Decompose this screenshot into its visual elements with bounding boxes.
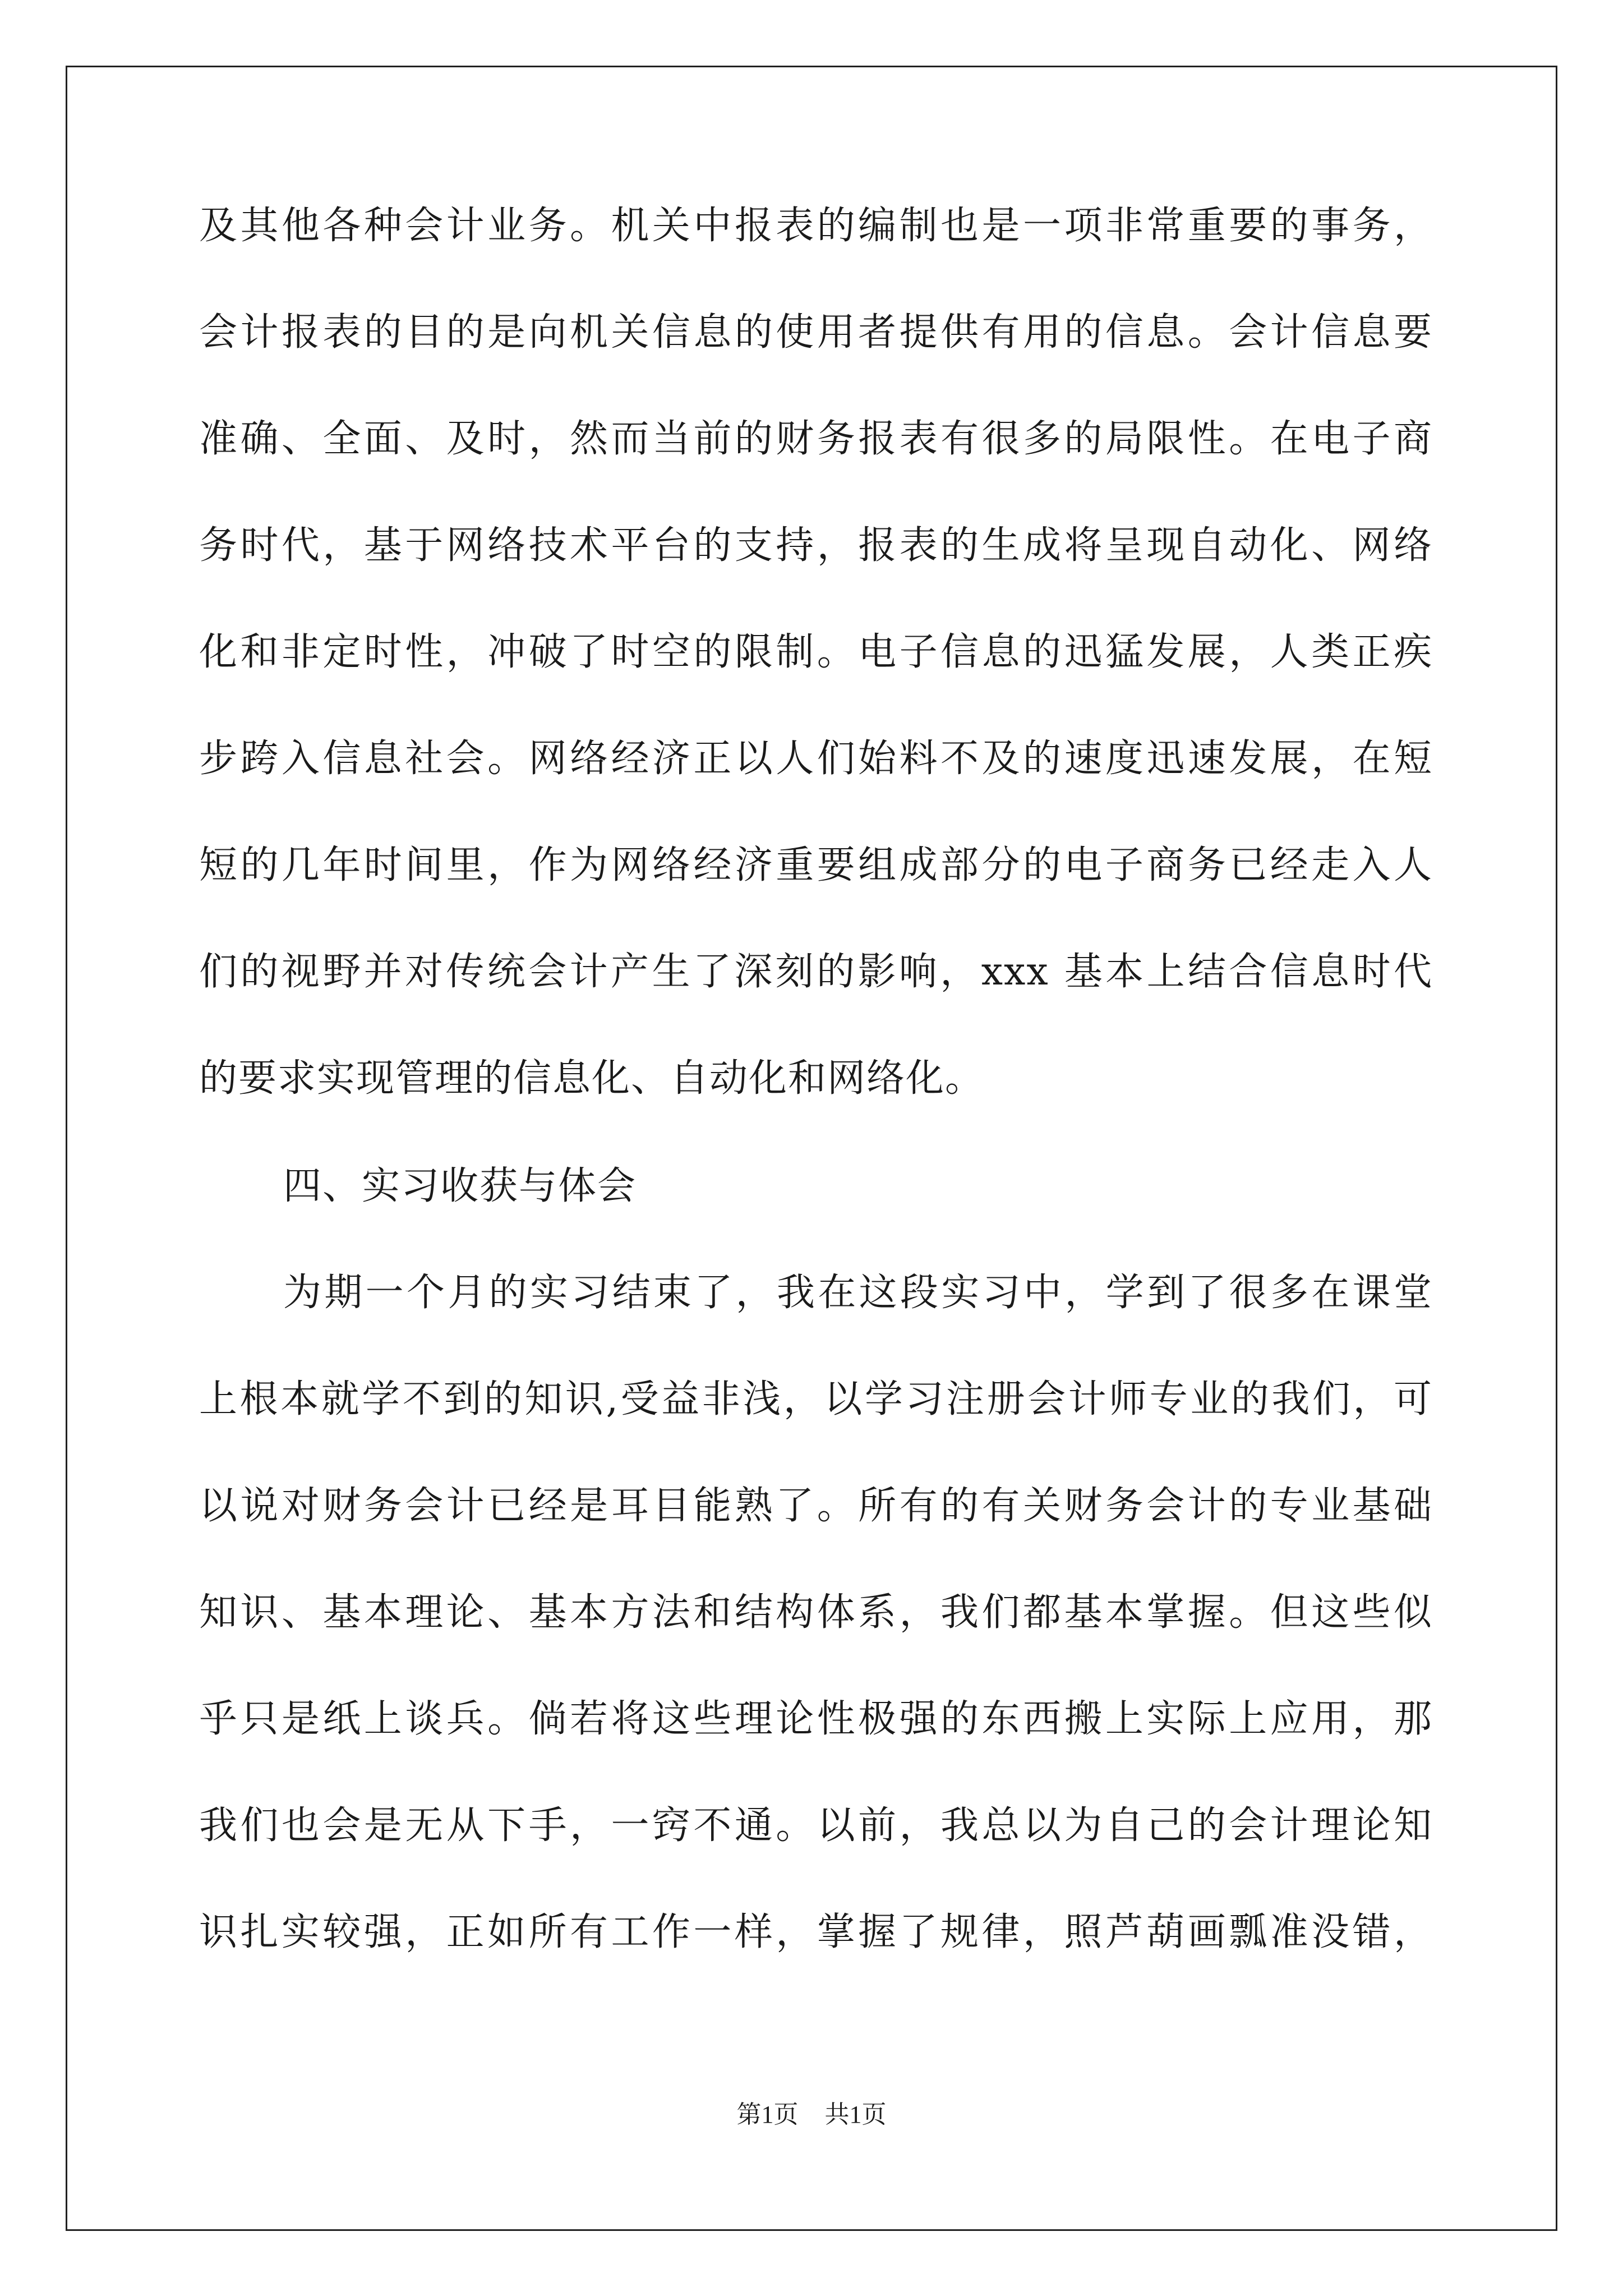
- body-line: 会计报表的目的是向机关信息的使用者提供有用的信息。会计信息要: [199, 310, 1433, 355]
- body-line: 知识、基本理论、基本方法和结构体系，我们都基本掌握。但这些似: [199, 1590, 1433, 1635]
- body-line: 及其他各种会计业务。机关中报表的编制也是一项非常重要的事务，: [199, 204, 1433, 248]
- body-line: 上根本就学不到的知识,受益非浅，以学习注册会计师专业的我们，可: [199, 1377, 1433, 1421]
- body-line: 识扎实较强，正如所有工作一样，掌握了规律，照芦葫画瓢准没错，: [199, 1910, 1433, 1954]
- body-line: 以说对财务会计已经是耳目能熟了。所有的有关财务会计的专业基础: [199, 1484, 1433, 1528]
- body-line: 乎只是纸上谈兵。倘若将这些理论性极强的东西搬上实际上应用，那: [199, 1697, 1433, 1741]
- body-line: 务时代，基于网络技术平台的支持，报表的生成将呈现自动化、网络: [199, 523, 1433, 568]
- page-total: 共1页: [824, 2101, 887, 2128]
- body-line: 的要求实现管理的信息化、自动化和网络化。: [199, 1056, 985, 1101]
- body-line: 准确、全面、及时，然而当前的财务报表有很多的局限性。在电子商: [199, 417, 1433, 461]
- page-border: [66, 66, 1557, 2231]
- body-line: 我们也会是无从下手，一窍不通。以前，我总以为自己的会计理论知: [199, 1803, 1433, 1848]
- body-line: 们的视野并对传统会计产生了深刻的影响，xxx 基本上结合信息时代: [199, 950, 1433, 994]
- body-line: 为期一个月的实习结束了，我在这段实习中，学到了很多在课堂: [283, 1271, 1433, 1315]
- body-line: 化和非定时性，冲破了时空的限制。电子信息的迅猛发展，人类正疾: [199, 630, 1433, 674]
- body-line: 步跨入信息社会。网络经济正以人们始料不及的速度迅速发展，在短: [199, 737, 1433, 781]
- page-number: 第1页: [736, 2101, 799, 2128]
- section-heading: 四、实习收获与体会: [283, 1164, 637, 1208]
- body-line: 短的几年时间里，作为网络经济重要组成部分的电子商务已经走入人: [199, 843, 1433, 887]
- page-footer: [0, 2098, 1623, 2132]
